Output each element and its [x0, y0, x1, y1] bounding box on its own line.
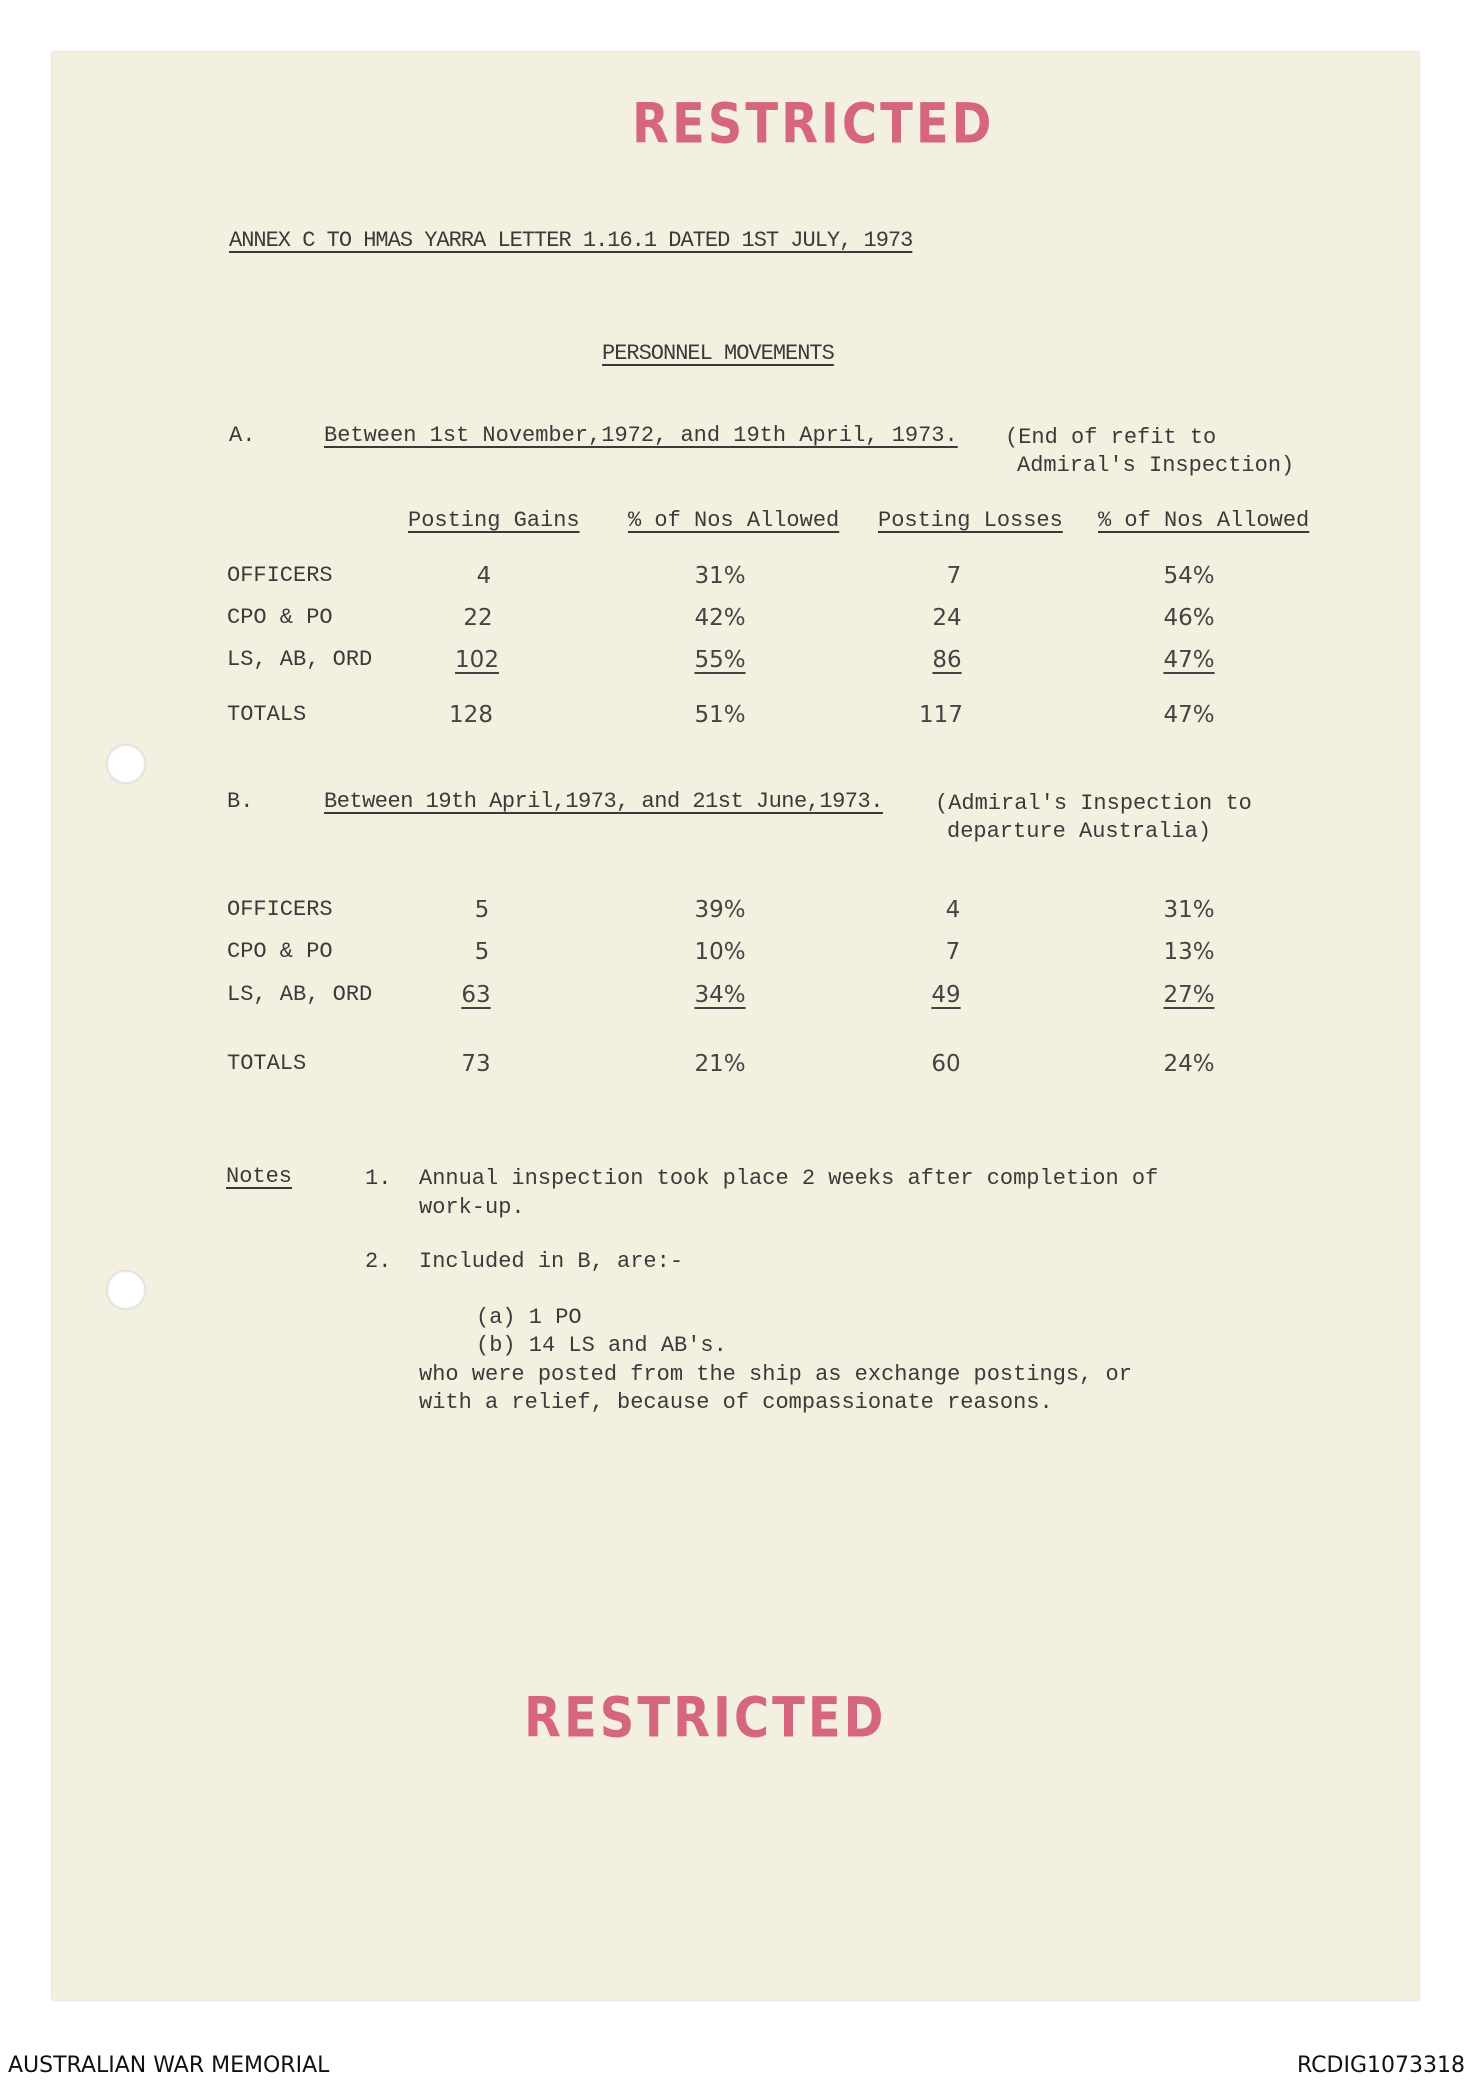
totals-label: TOTALS: [227, 702, 307, 727]
cell-value: 10%: [694, 939, 746, 965]
cell-value: 13%: [1163, 939, 1215, 965]
cell-value: 34%: [694, 982, 746, 1008]
section-b-letter: B.: [227, 789, 254, 814]
row-label: OFFICERS: [227, 563, 333, 588]
note-2-item-b: (b) 14 LS and AB's.: [476, 1333, 727, 1358]
annex-heading: ANNEX C TO HMAS YARRA LETTER 1.16.1 DATED 1ST JULY, 1973: [229, 228, 913, 253]
col-header-posting-losses: Posting Losses: [878, 508, 1063, 533]
col-header-pct-losses: % of Nos Allowed: [1098, 508, 1310, 533]
restricted-stamp-bottom: RESTRICTED: [524, 1685, 887, 1751]
totals-value: 73: [461, 1051, 491, 1077]
totals-value: 60: [931, 1051, 961, 1077]
punch-hole-bottom: [106, 1270, 146, 1310]
cell-value: 4: [945, 897, 961, 923]
note-2-line1: Included in B, are:-: [419, 1249, 684, 1274]
note-1-line2: work-up.: [419, 1195, 525, 1220]
note-2-item-a: (a) 1 PO: [476, 1305, 582, 1330]
totals-label: TOTALS: [227, 1051, 307, 1076]
punch-hole-top: [106, 744, 146, 784]
section-b-period: Between 19th April,1973, and 21st June,1973.: [324, 789, 883, 814]
row-label: CPO & PO: [227, 939, 333, 964]
totals-value: 21%: [694, 1051, 746, 1077]
cell-value: 7: [946, 563, 962, 589]
cell-value: 55%: [694, 647, 746, 673]
totals-value: 24%: [1163, 1051, 1215, 1077]
notes-label: Notes: [226, 1164, 293, 1189]
totals-value: 117: [919, 702, 963, 728]
section-a-desc-line1: (End of refit to: [1005, 425, 1217, 450]
section-a-letter: A.: [229, 423, 256, 448]
row-label: CPO & PO: [227, 605, 333, 630]
restricted-stamp-top: RESTRICTED: [632, 91, 995, 157]
cell-value: 27%: [1163, 982, 1215, 1008]
footer-left: AUSTRALIAN WAR MEMORIAL: [8, 2053, 330, 2078]
cell-value: 5: [474, 939, 490, 965]
cell-value: 49: [931, 982, 961, 1008]
page-title: PERSONNEL MOVEMENTS: [602, 341, 834, 366]
cell-value: 42%: [694, 605, 746, 631]
row-label: OFFICERS: [227, 897, 333, 922]
cell-value: 31%: [694, 563, 746, 589]
cell-value: 24: [932, 605, 962, 631]
cell-value: 39%: [694, 897, 746, 923]
section-a-period: Between 1st November,1972, and 19th April, 1973.: [324, 423, 958, 448]
note-2-number: 2.: [365, 1249, 392, 1274]
note-1-number: 1.: [365, 1166, 392, 1191]
totals-value: 47%: [1163, 702, 1215, 728]
totals-value: 51%: [694, 702, 746, 728]
col-header-pct-gains: % of Nos Allowed: [628, 508, 840, 533]
cell-value: 86: [932, 647, 962, 673]
footer-right: RCDIG1073318: [1296, 2053, 1465, 2078]
cell-value: 31%: [1163, 897, 1215, 923]
note-2-line2: who were posted from the ship as exchange postings, or: [419, 1362, 1132, 1387]
note-1-line1: Annual inspection took place 2 weeks after completion of: [419, 1166, 1159, 1191]
section-b-desc-line2: departure Australia): [947, 819, 1212, 844]
cell-value: 102: [455, 647, 499, 673]
cell-value: 47%: [1163, 647, 1215, 673]
cell-value: 63: [461, 982, 491, 1008]
cell-value: 7: [945, 939, 961, 965]
row-label: LS, AB, ORD: [227, 647, 373, 672]
note-2-line3: with a relief, because of compassionate reasons.: [419, 1390, 1053, 1415]
cell-value: 46%: [1163, 605, 1215, 631]
cell-value: 5: [474, 897, 490, 923]
col-header-posting-gains: Posting Gains: [408, 508, 580, 533]
cell-value: 54%: [1163, 563, 1215, 589]
cell-value: 22: [463, 605, 493, 631]
section-b-desc-line1: (Admiral's Inspection to: [935, 791, 1252, 816]
totals-value: 128: [449, 702, 493, 728]
section-a-desc-line2: Admiral's Inspection): [1017, 453, 1295, 478]
cell-value: 4: [476, 563, 492, 589]
row-label: LS, AB, ORD: [227, 982, 373, 1007]
